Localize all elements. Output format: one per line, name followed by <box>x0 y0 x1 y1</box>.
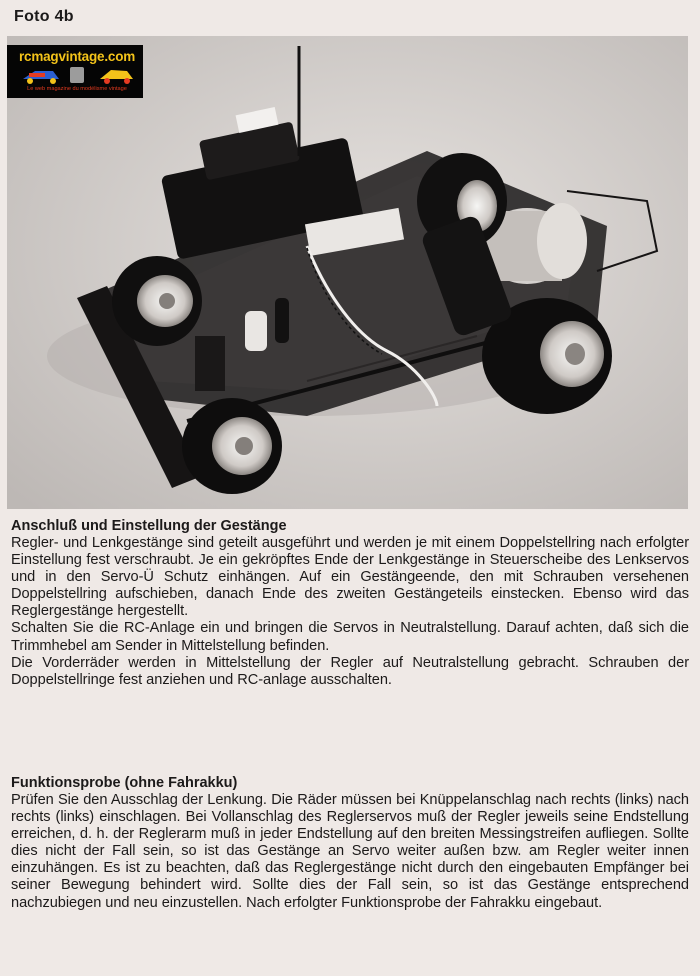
logo-title: rcmagvintage.com <box>18 49 136 64</box>
logo-subtitle: Le web magazine du modélisme vintage <box>27 86 127 92</box>
paragraph: Prüfen Sie den Ausschlag der Lenkung. Die Räder müssen bei Knüppelanschlag nach rechts (links) nach rechts (links) einschlagen. Bei Vollanschlag des Reglerservos muß der Regler jeweils seine Endstellung erreichen, d. h. der Reglerarm muß in jeder Endstellung auf den breiten Messingstreifen aufliegen. Sollte dies nicht der Fall sein, so ist das Gestänge an Servo weiter außen bzw. am Regler weiter innen einzuhängen. Es ist zu beachten, daß das Reglergestänge nicht durch den eingebauten Empfänger bei seiner Bewegung behindert wird. Sollte dies der Fall sein, so ist das Gestänge entsprechend nachzubiegen und neu einzustellen. Nach erfolgter Funktionsprobe der Fahrakku eingebaut. <box>11 792 689 911</box>
site-logo <box>11 45 143 98</box>
paragraph: Die Vorderräder werden in Mittelstellung der Regler auf Neutralstellung gebracht. Schrauben der Doppelstellringe fest anziehen und RC-anlage ausschalten. <box>11 654 689 688</box>
section-heading: Anschluß und Einstellung der Gestänge <box>11 518 287 534</box>
photo-label: Foto 4b <box>14 8 74 25</box>
chassis-illustration <box>7 36 688 509</box>
chassis-photo <box>7 36 688 509</box>
section-heading: Funktionsprobe (ohne Fahrakku) <box>11 775 238 791</box>
paragraph: Schalten Sie die RC-Anlage ein und bringen die Servos in Neutralstellung. Darauf achten, daß sich die Trimmhebel am Sender in Mittelstellung befinden. <box>11 620 689 654</box>
section-linkage <box>11 518 689 689</box>
paragraph: Regler- und Lenkgestänge sind geteilt ausgeführt und werden je mit einem Doppelstellring nach erfolgter Einstellung fest verschraubt. Je ein gekröpftes Ende der Lenkgestänge in Steuerscheibe des Lenkservos und in den Servo-Ü Schutz einhängen. Auf ein Gestängeende, den mit Schrauben versehenen Doppelstellring aufschieben, danach Ende des zweiten Gestängeteils einstecken. Ebenso wird das Reglergestänge hergestellt. <box>11 535 689 620</box>
section-function-test <box>11 775 689 912</box>
car-icon <box>15 65 139 85</box>
